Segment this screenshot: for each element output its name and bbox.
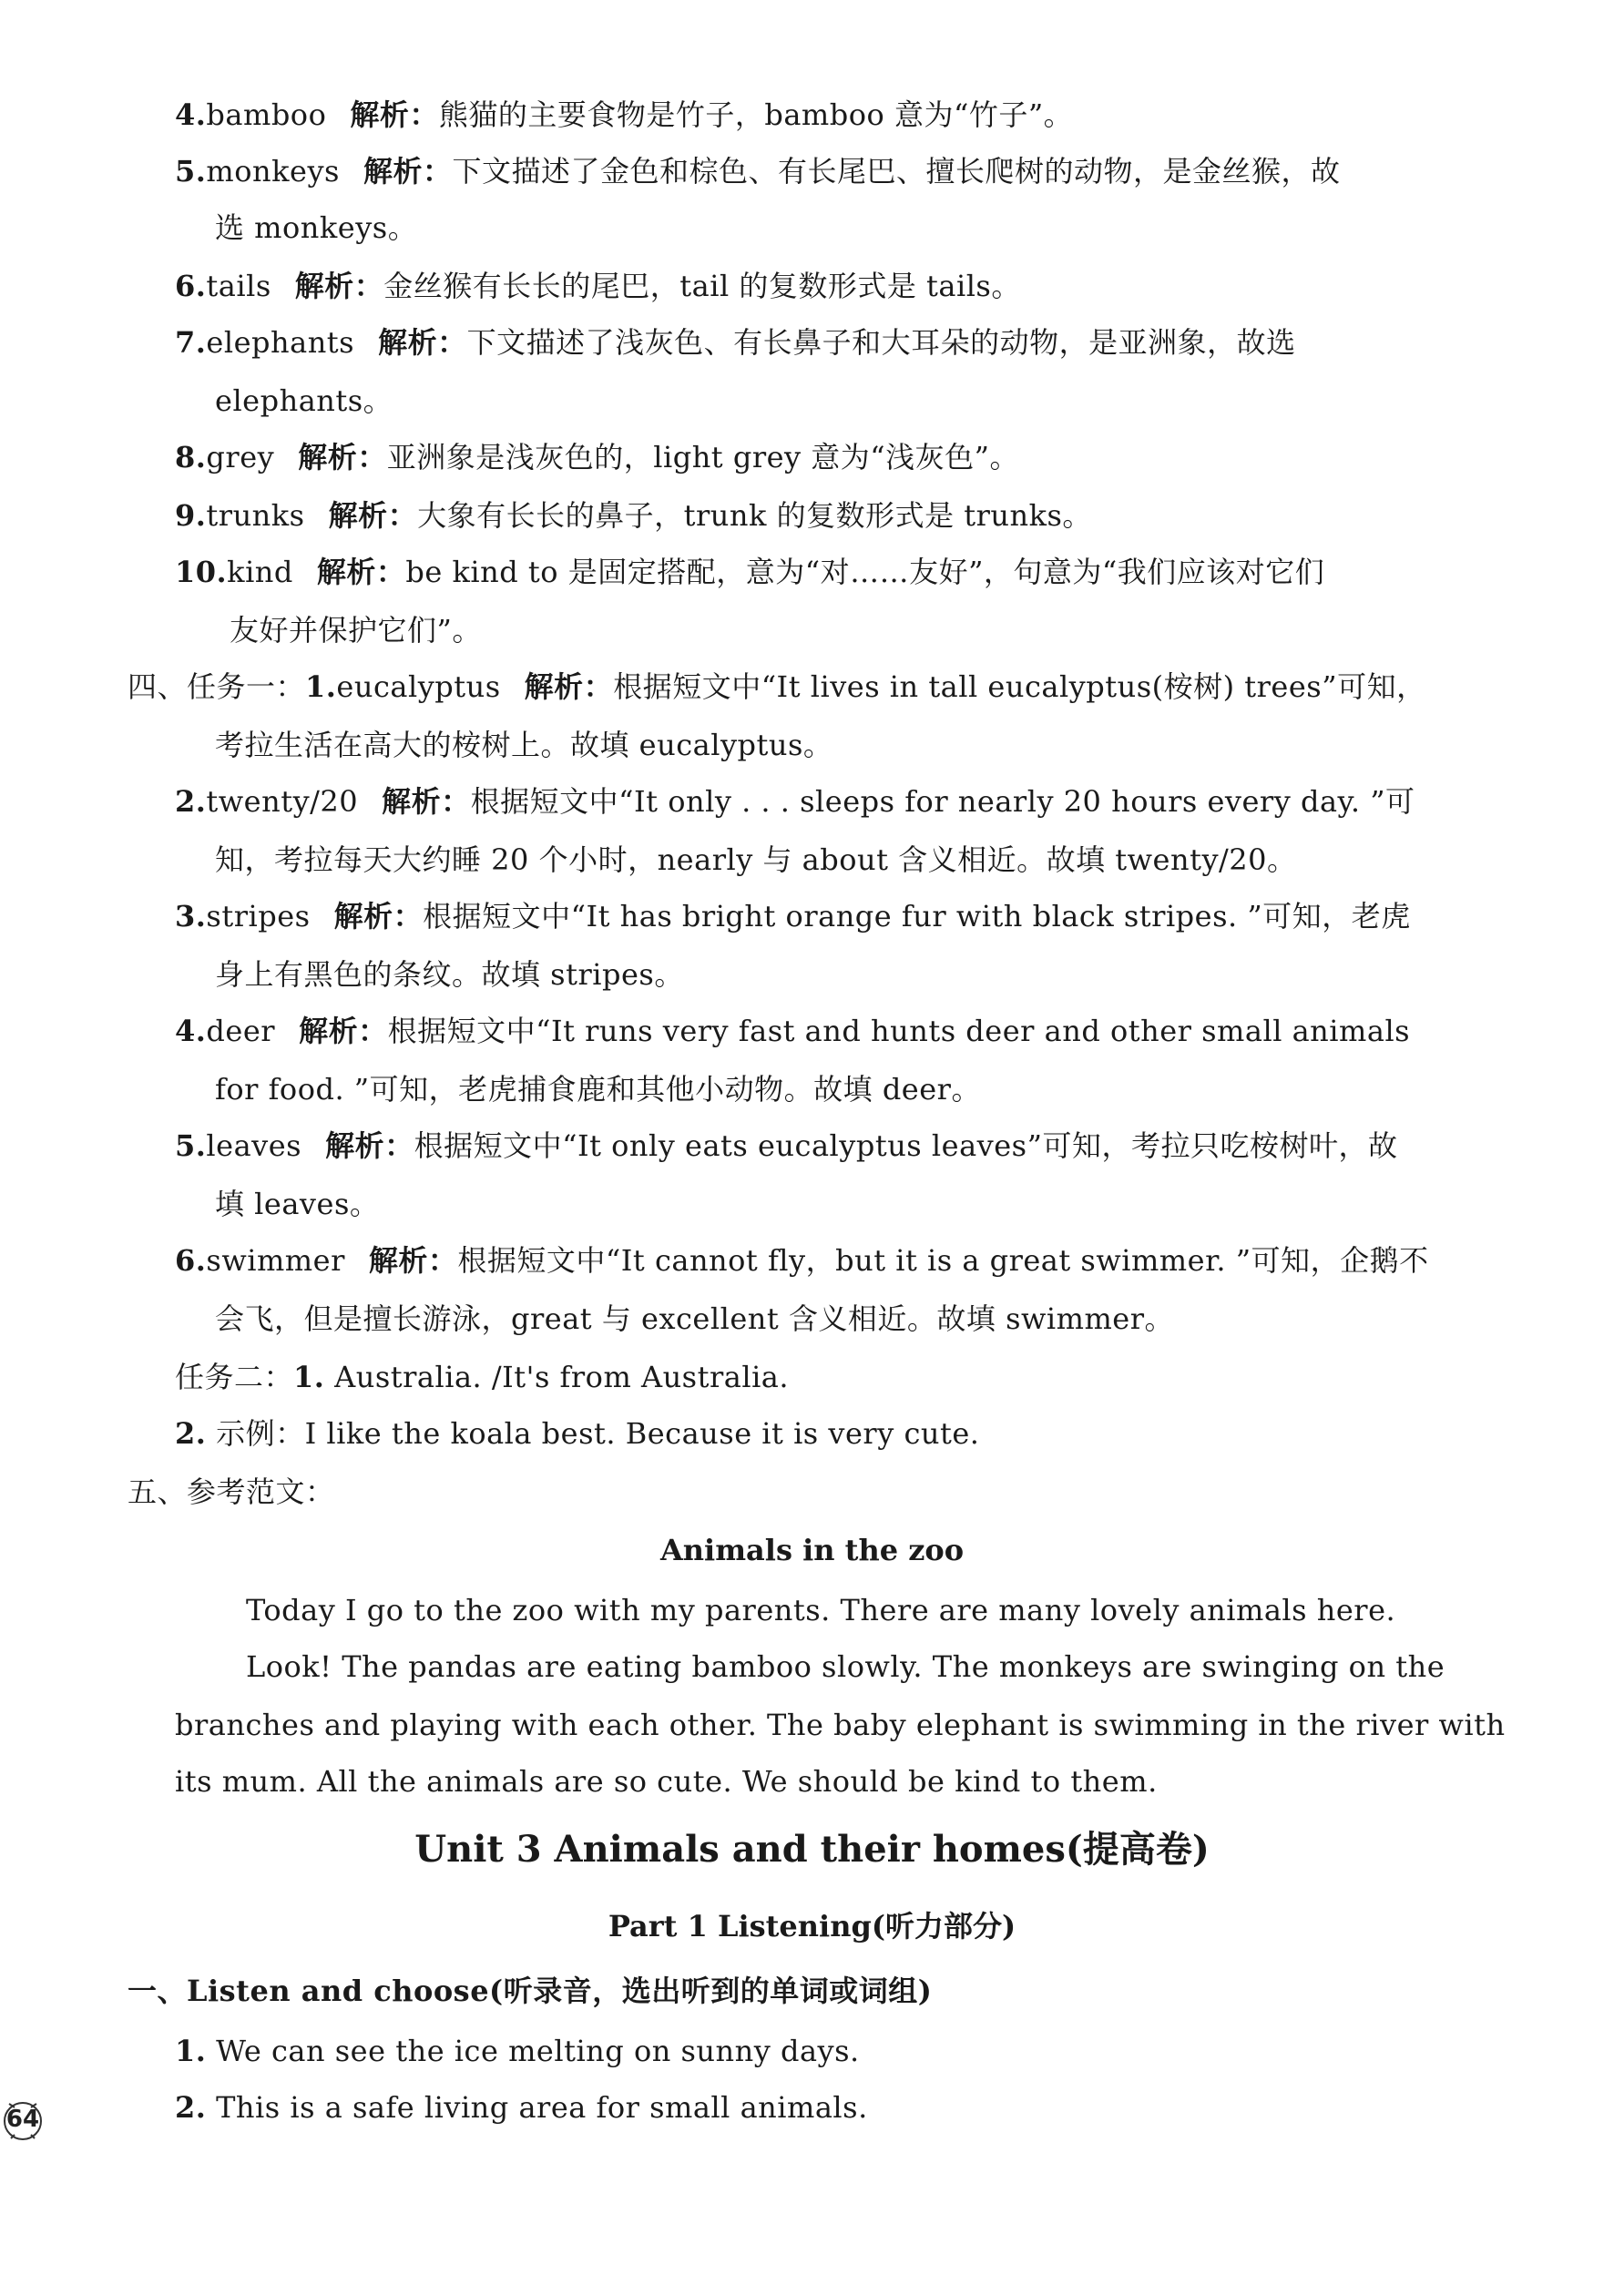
page-number-badge <box>2 2095 44 2142</box>
analysis-text: 熊猫的主要食物是竹子，bamboo 意为“竹子”。 <box>438 97 1074 132</box>
task2-answer: 示例：I like the koala best. Because it is very cute. <box>206 1416 980 1451</box>
analysis-label: 解析 <box>524 669 584 704</box>
analysis-label: 解析 <box>298 440 358 474</box>
part-title: Part 1 Listening(听力部分) <box>608 1909 1016 1943</box>
analysis-text: 下文描述了金色和棕色、有长尾巴、擅长爬树的动物，是金丝猴，故 <box>452 154 1341 189</box>
item-number: 2. <box>175 784 207 819</box>
item-number: 4. <box>175 1014 207 1048</box>
item-number: 2. <box>175 2090 207 2125</box>
item-answer: elephants <box>206 325 355 360</box>
analysis-label: 解析 <box>378 325 438 360</box>
listening-item <box>175 2087 868 2127</box>
item-answer: kind <box>227 555 293 589</box>
analysis-label: 解析 <box>299 1014 359 1048</box>
answer-item: 7.elephants 解析：下文描述了浅灰色、有长鼻子和大耳朵的动物，是亚洲象，故选 <box>175 325 1296 360</box>
item-number: 1. <box>305 669 337 704</box>
task2-item <box>175 1413 979 1454</box>
analysis-continuation: 选 monkeys。 <box>215 210 418 245</box>
analysis-text: 根据短文中“It has bright orange fur with black stripes. ”可知，老虎 <box>423 899 1411 933</box>
essay-paragraph: its mum. All the animals are so cute. We should be kind to them. <box>175 1764 1158 1799</box>
analysis-label: 解析 <box>328 498 388 533</box>
item-number: 3. <box>175 899 207 933</box>
section5-heading: 五、参考范文： <box>128 1474 335 1509</box>
analysis-continuation: 身上有黑色的条纹。故填 stripes。 <box>215 957 684 992</box>
item-number: 5. <box>175 154 207 189</box>
item-number: 6. <box>175 1243 207 1278</box>
analysis-continuation: for food. ”可知，老虎捕食鹿和其他小动物。故填 deer。 <box>215 1072 981 1107</box>
answer-item: 9.trunks 解析：大象有长长的鼻子，trunk 的复数形式是 trunks。 <box>175 498 1092 533</box>
item-answer: monkeys <box>206 154 340 189</box>
item-answer: swimmer <box>206 1243 345 1278</box>
item-answer: tails <box>206 269 271 303</box>
listening-item <box>175 2031 860 2071</box>
analysis-text: be kind to 是固定搭配，意为“对……友好”，句意为“我们应该对它们 <box>405 555 1325 589</box>
essay-paragraph: Look! The pandas are eating bamboo slowly. The monkeys are swinging on the <box>246 1649 1445 1684</box>
answer-item: 4.deer 解析：根据短文中“It runs very fast and hunts deer and other small animals <box>175 1014 1411 1048</box>
listening-sentence: This is a safe living area for small animals. <box>206 2090 868 2125</box>
item-answer: stripes <box>206 899 311 933</box>
analysis-continuation: 会飞，但是擅长游泳，great 与 excellent 含义相近。故填 swimmer。 <box>215 1301 1175 1336</box>
item-answer: deer <box>206 1014 276 1048</box>
analysis-label: 解析 <box>325 1128 385 1163</box>
item-number: 6. <box>175 269 207 303</box>
essay-paragraph: Today I go to the zoo with my parents. There are many lovely animals here. <box>246 1593 1396 1627</box>
analysis-text: 根据短文中“It lives in tall eucalyptus(桉树) trees”可知， <box>613 669 1426 704</box>
item-number: 5. <box>175 1128 207 1163</box>
answer-item: 四、任务一：1.eucalyptus 解析：根据短文中“It lives in tall eucalyptus(桉树) trees”可知， <box>128 669 1426 704</box>
answer-item: 6.tails 解析：金丝猴有长长的尾巴，tail 的复数形式是 tails。 <box>175 269 1021 303</box>
answer-item: 2.twenty/20 解析：根据短文中“It only . . . sleeps for nearly 20 hours every day. ”可 <box>175 784 1415 819</box>
essay-title: Animals in the zoo <box>659 1533 965 1567</box>
item-number: 7. <box>175 325 207 360</box>
analysis-text: 大象有长长的鼻子，trunk 的复数形式是 trunks。 <box>417 498 1092 533</box>
task2-item <box>175 1357 789 1397</box>
analysis-label: 解析 <box>333 899 393 933</box>
answer-item: 10.kind 解析：be kind to 是固定搭配，意为“对……友好”，句意为“我们应该对它们 <box>175 555 1325 589</box>
unit-title: Unit 3 Animals and their homes(提高卷) <box>414 1828 1210 1871</box>
section-prefix: 四、任务一： <box>128 669 306 704</box>
analysis-continuation: elephants。 <box>215 383 393 418</box>
analysis-label: 解析 <box>316 555 376 589</box>
page-number: 64 <box>5 2106 40 2133</box>
item-number: 9. <box>175 498 207 533</box>
analysis-text: 金丝猴有长长的尾巴，tail 的复数形式是 tails。 <box>383 269 1021 303</box>
item-number: 1. <box>293 1360 325 1394</box>
analysis-text: 下文描述了浅灰色、有长鼻子和大耳朵的动物，是亚洲象，故选 <box>466 325 1296 360</box>
analysis-continuation: 知，考拉每天大约睡 20 个小时，nearly 与 about 含义相近。故填 twenty/20。 <box>215 842 1297 877</box>
item-answer: eucalyptus <box>336 669 501 704</box>
analysis-continuation: 考拉生活在高大的桉树上。故填 eucalyptus。 <box>215 728 833 762</box>
item-number: 1. <box>175 2034 207 2068</box>
answer-item: 4.bamboo 解析：熊猫的主要食物是竹子，bamboo 意为“竹子”。 <box>175 97 1074 132</box>
analysis-label: 解析 <box>368 1243 428 1278</box>
analysis-label: 解析 <box>350 97 410 132</box>
answer-item: 5.monkeys 解析：下文描述了金色和棕色、有长尾巴、擅长爬树的动物，是金丝猴，故 <box>175 154 1341 189</box>
item-answer: leaves <box>206 1128 302 1163</box>
analysis-text: 亚洲象是浅灰色的，light grey 意为“浅灰色”。 <box>386 440 1020 474</box>
item-number: 8. <box>175 440 207 474</box>
task2-prefix: 任务二： <box>175 1360 294 1394</box>
item-number: 4. <box>175 97 207 132</box>
analysis-text: 根据短文中“It only . . . sleeps for nearly 20 hours every day. ”可 <box>470 784 1415 819</box>
listening-sentence: We can see the ice melting on sunny days. <box>206 2034 860 2068</box>
item-number: 2. <box>175 1416 207 1451</box>
answer-item: 8.grey 解析：亚洲象是浅灰色的，light grey 意为“浅灰色”。 <box>175 440 1020 474</box>
answer-item: 6.swimmer 解析：根据短文中“It cannot fly，but it is a great swimmer. ”可知，企鹅不 <box>175 1243 1429 1278</box>
essay-paragraph: branches and playing with each other. The baby elephant is swimming in the river with <box>175 1708 1506 1742</box>
item-answer: twenty/20 <box>206 784 359 819</box>
analysis-label: 解析 <box>363 154 423 189</box>
answer-item: 5.leaves 解析：根据短文中“It only eats eucalyptus leaves”可知，考拉只吃桉树叶，故 <box>175 1128 1398 1163</box>
question-title: 一、Listen and choose(听录音，选出听到的单词或词组) <box>128 1974 933 2008</box>
analysis-text: 根据短文中“It cannot fly，but it is a great swimmer. ”可知，企鹅不 <box>457 1243 1429 1278</box>
item-answer: trunks <box>206 498 305 533</box>
analysis-continuation: 友好并保护它们”。 <box>230 613 482 648</box>
analysis-text: 根据短文中“It runs very fast and hunts deer and other small animals <box>387 1014 1411 1048</box>
analysis-text: 根据短文中“It only eats eucalyptus leaves”可知，考拉只吃桉树叶，故 <box>414 1128 1398 1163</box>
analysis-continuation: 填 leaves。 <box>215 1187 380 1221</box>
item-answer: bamboo <box>206 97 327 132</box>
item-answer: grey <box>206 440 275 474</box>
analysis-label: 解析 <box>382 784 442 819</box>
task2-answer: Australia. /It's from Australia. <box>324 1360 790 1394</box>
analysis-label: 解析 <box>294 269 354 303</box>
answer-item: 3.stripes 解析：根据短文中“It has bright orange fur with black stripes. ”可知，老虎 <box>175 899 1411 933</box>
item-number: 10. <box>175 555 228 589</box>
